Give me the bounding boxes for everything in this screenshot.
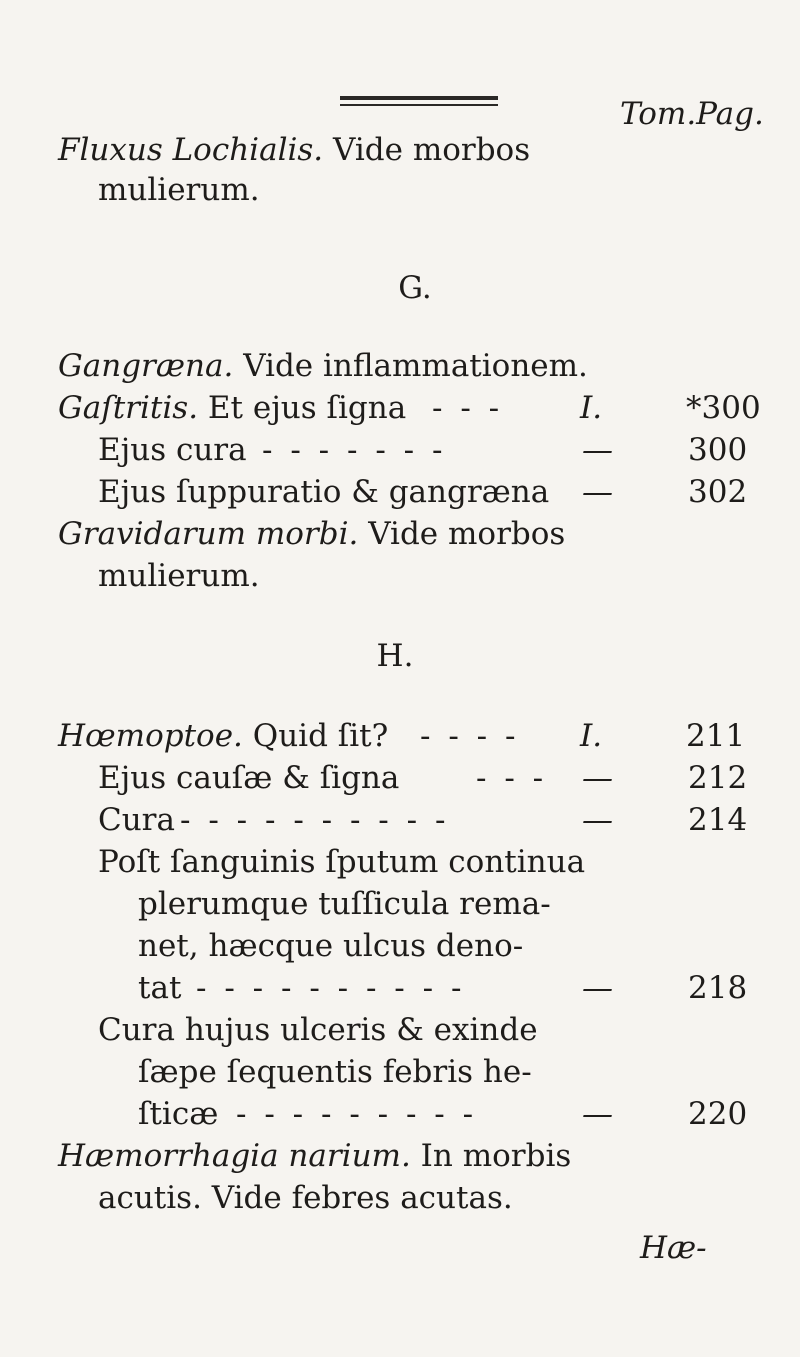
entry-fluxus — [58, 130, 530, 170]
entry-text: Vide inflammationem. — [243, 348, 588, 384]
entry-term: Gangræna. — [58, 348, 234, 384]
volume-ref: — — [582, 474, 613, 510]
running-head: Tom.Pag. — [620, 96, 764, 132]
catchword: Hæ- — [640, 1230, 707, 1266]
entry-term: Gaſtritis. — [58, 390, 199, 426]
volume-ref: — — [582, 1096, 613, 1132]
entry-ulceris-line-2: ſæpe ſequentis febris he- — [138, 1054, 532, 1090]
entry-text: Vide morbos — [333, 132, 531, 168]
entry-text: Et ejus ſigna — [207, 390, 407, 426]
entry-gravidarum-cont: mulierum. — [98, 558, 260, 594]
volume-ref: I. — [580, 390, 603, 426]
volume-ref: — — [582, 970, 613, 1006]
entry-sputum-line-3: net, hæcque ulcus deno- — [138, 928, 524, 964]
entry-text: In morbis — [420, 1138, 572, 1174]
dot-leader: - - - - - - - - - - — [196, 970, 466, 1006]
entry-gangraena — [58, 346, 588, 386]
entry-haemoptoe — [58, 716, 388, 756]
dot-leader: - - - - - - - - - — [236, 1096, 478, 1132]
entry-gravidarum — [58, 514, 565, 554]
entry-fluxus-cont: mulierum. — [98, 172, 260, 208]
entry-gastritis-cura: Ejus cura — [98, 432, 247, 468]
page-ref: 300 — [688, 432, 748, 468]
entry-haemoptoe-causae: Ejus cauſæ & ſigna — [98, 760, 400, 796]
entry-term: Fluxus Lochialis. — [58, 132, 324, 168]
entry-ulceris-line-1: Cura hujus ulceris & exinde — [98, 1012, 538, 1048]
volume-ref: — — [582, 432, 613, 468]
dot-leader: - - - - — [420, 718, 520, 754]
volume-ref: — — [582, 802, 613, 838]
section-letter-h: H. — [376, 638, 414, 674]
entry-sputum-line-4: tat — [138, 970, 182, 1006]
volume-ref: I. — [580, 718, 603, 754]
entry-haemorrhagia-cont: acutis. Vide febres acutas. — [98, 1180, 513, 1216]
page-ref: 302 — [688, 474, 748, 510]
page-ref: 218 — [688, 970, 748, 1006]
page-ref: 212 — [688, 760, 748, 796]
entry-gastritis — [58, 388, 406, 428]
page-ref: *300 — [686, 390, 761, 426]
entry-term: Gravidarum morbi. — [58, 516, 359, 552]
entry-haemorrhagia — [58, 1136, 571, 1176]
entry-haemoptoe-cura: Cura — [98, 802, 175, 838]
page-ref: 214 — [688, 802, 748, 838]
entry-ulceris-line-3: ſticæ — [138, 1096, 219, 1132]
entry-term: Hœmoptoe. — [58, 718, 243, 754]
page-ref: 211 — [686, 718, 746, 754]
entry-text: Quid ſit? — [252, 718, 389, 754]
dot-leader: - - - — [432, 390, 504, 426]
entry-sputum-line-2: plerumque tuſſicula rema- — [138, 886, 551, 922]
dot-leader: - - - — [476, 760, 548, 796]
top-rule-thick — [340, 96, 498, 100]
entry-text: Vide morbos — [368, 516, 566, 552]
section-letter-g: G. — [398, 270, 432, 306]
dot-leader: - - - - - - - - - - — [180, 802, 450, 838]
volume-ref: — — [582, 760, 613, 796]
entry-sputum-line-1: Poſt ſanguinis ſputum continua — [98, 844, 586, 880]
dot-leader: - - - - - - - — [262, 432, 447, 468]
entry-term: Hæmorrhagia narium. — [58, 1138, 411, 1174]
page-ref: 220 — [688, 1096, 748, 1132]
top-rule-thin — [340, 104, 498, 106]
entry-gastritis-suppuratio: Ejus ſuppuratio & gangræna — [98, 474, 550, 510]
